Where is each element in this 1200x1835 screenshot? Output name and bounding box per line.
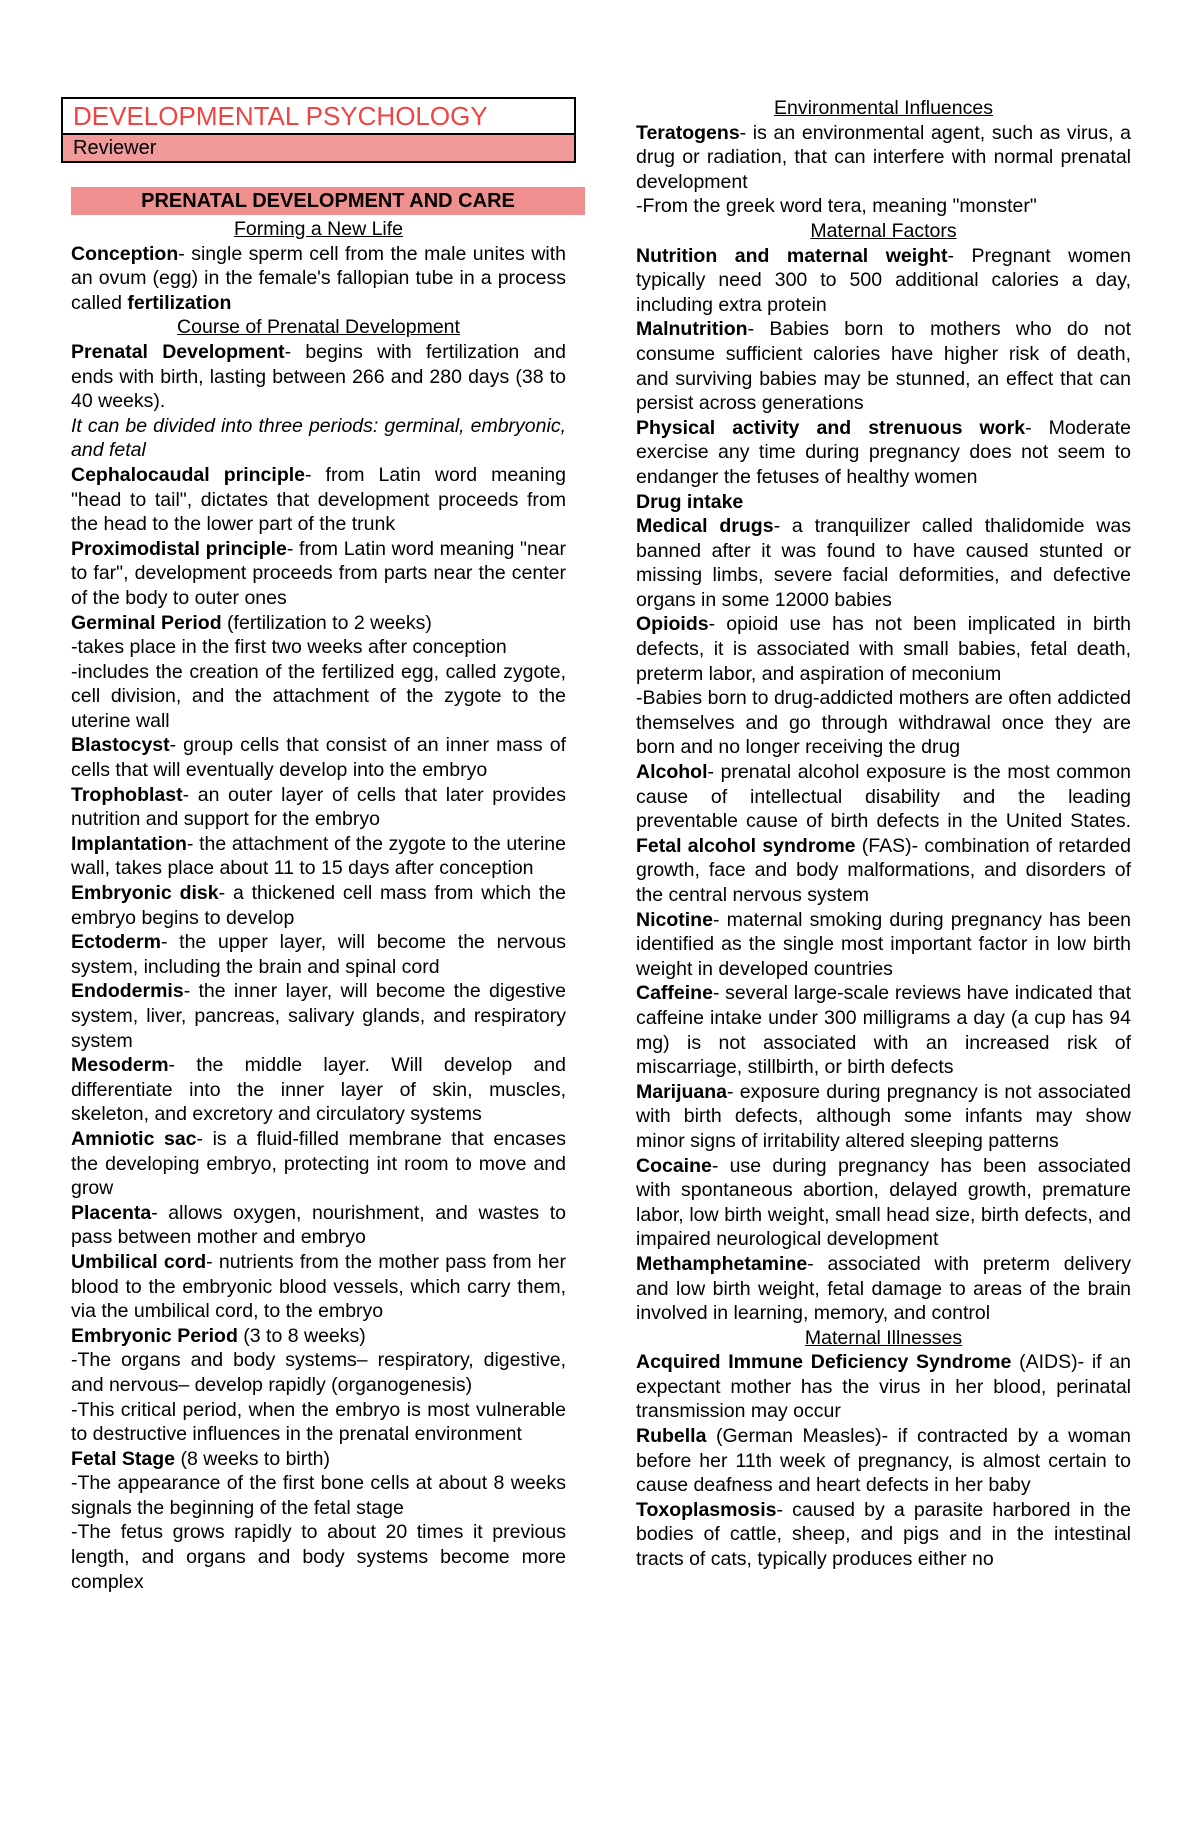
definition-text: (AIDS)- if an expectant mother has the virus in her blood, perinatal transmission may occur — [636, 1351, 1131, 1423]
term: Blastocyst — [71, 734, 170, 757]
term: Methamphetamine — [636, 1252, 808, 1275]
definition — [71, 1127, 566, 1201]
definition-text: (fertilization to 2 weeks) — [221, 611, 432, 634]
definition — [636, 1350, 1131, 1424]
definition-text: - caused by a parasite harbored in the bodies of cattle, sheep, and pigs and in the intestinal tracts of cats, typically produces either no — [636, 1498, 1131, 1571]
definition — [636, 1252, 1131, 1326]
term: Marijuana — [636, 1080, 728, 1103]
definition-text: - nutrients from the mother pass from her blood to the embryonic blood vessels, which carry them, via the umbilical cord, to the embryo — [71, 1250, 566, 1323]
definition — [636, 1080, 1131, 1154]
term: Nicotine — [636, 908, 713, 931]
definition-text: - a tranquilizer called thalidomide was banned after it was found to have caused stunted or missing limbs, severe facial deformities, and defective organs in some 12000 babies — [636, 515, 1131, 611]
term: Rubella — [636, 1425, 707, 1448]
definition-text: - from Latin word meaning "head to tail", dictates that development proceeds from the head to the lower part of the trunk — [71, 463, 566, 536]
definition-text: - begins with fertilization and ends with birth, lasting between 266 and 280 days (38 to 40 weeks). — [71, 340, 567, 413]
definition — [71, 611, 566, 636]
definition — [636, 244, 1131, 318]
left-column — [71, 217, 566, 1594]
term: Placenta — [71, 1201, 152, 1224]
term: Fetal alcohol syndrome — [636, 834, 856, 857]
definition-text: (German Measles)- if contracted by a woman before her 11th week of pregnancy, is almost certain to cause deafness and heart defects in her baby — [636, 1425, 1131, 1497]
definition — [71, 242, 566, 316]
definition — [71, 783, 566, 832]
term: Proximodistal principle — [71, 537, 287, 560]
definition — [71, 1447, 566, 1472]
definition-text: - opioid use has not been implicated in birth defects, it is associated with small babies, fetal death, preterm labor, and aspiration of meconium — [636, 613, 1131, 685]
definition — [71, 979, 566, 1053]
definition-text: - the attachment of the zygote to the uterine wall, takes place about 11 to 15 days after conception — [71, 832, 566, 880]
definition-text: - from Latin word meaning "near to far", development proceeds from parts near the center of the body to outer ones — [71, 537, 566, 609]
definition — [636, 760, 1131, 908]
definition-text: - single sperm cell from the male unites with an ovum (egg) in the female's fallopian tube in a process called — [71, 242, 566, 314]
definition — [71, 881, 566, 930]
term: Opioids — [636, 613, 709, 636]
definition-text: - maternal smoking during pregnancy has been identified as the single most important factor in low birth weight in developed countries — [636, 908, 1131, 980]
subheading: Maternal Factors — [810, 219, 957, 242]
definition-text: - an outer layer of cells that later provides nutrition and support for the embryo — [71, 783, 566, 831]
term: Embryonic disk — [71, 882, 219, 905]
term: Fetal Stage — [71, 1447, 176, 1470]
definition — [71, 463, 566, 537]
definition — [636, 416, 1131, 490]
term: Implantation — [71, 832, 187, 855]
term: Teratogens — [636, 121, 740, 144]
term: Cephalocaudal principle — [71, 463, 305, 486]
definition — [636, 1154, 1131, 1252]
term: Trophoblast — [71, 783, 183, 806]
definition-text: - Pregnant women typically need 300 to 500 additional calories a day, including extra protein — [636, 244, 1131, 316]
term: Umbilical cord — [71, 1250, 207, 1273]
term: Drug intake — [636, 490, 744, 513]
subheading: Maternal Illnesses — [804, 1326, 963, 1349]
definition — [636, 317, 1131, 415]
term: Cocaine — [636, 1154, 712, 1177]
definition — [636, 612, 1131, 686]
definition — [71, 733, 566, 782]
definition-text: - group cells that consist of an inner mass of cells that will eventually develop into the embryo — [71, 734, 566, 782]
definition — [71, 1324, 566, 1349]
bullet-text: -Babies born to drug-addicted mothers are often addicted themselves and go through withdrawal once they are born and no longer receiving the drug — [636, 687, 1131, 759]
term: Alcohol — [636, 761, 708, 784]
bullet-text: -includes the creation of the fertilized egg, called zygote, cell division, and the attachment of the zygote to the uterine wall — [71, 660, 566, 732]
term: Acquired Immune Deficiency Syndrome — [636, 1351, 1012, 1374]
definition — [71, 340, 566, 414]
definition-text: - the inner layer, will become the digestive system, liver, pancreas, salivary glands, and respiratory system — [71, 980, 566, 1052]
definition — [71, 1201, 566, 1250]
term: Conception — [71, 242, 179, 265]
term: Caffeine — [636, 982, 713, 1005]
subheading: Course of Prenatal Development — [177, 316, 460, 339]
definition-text: - use during pregnancy has been associated with spontaneous abortion, delayed growth, premature labor, low birth weight, small head size, birth defects, and impaired neurological development — [636, 1154, 1131, 1251]
definition — [636, 908, 1131, 982]
definition — [636, 1498, 1131, 1572]
definition-text: (FAS)- combination of retarded growth, face and body malformations, and disorders of the central nervous system — [636, 834, 1131, 906]
definition — [71, 1053, 566, 1127]
subheading: Environmental Influences — [774, 97, 993, 119]
document-title: DEVELOPMENTAL PSYCHOLOGY — [61, 97, 576, 133]
definition — [71, 832, 566, 881]
term: Physical activity and strenuous work — [636, 416, 1026, 439]
definition — [636, 121, 1131, 195]
bullet-text: -From the greek word tera, meaning "monster" — [636, 195, 1037, 218]
definition — [636, 514, 1131, 612]
definition-text: - the upper layer, will become the nervous system, including the brain and spinal cord — [71, 931, 566, 978]
bullet-text: -takes place in the first two weeks after conception — [71, 636, 507, 659]
definition-text: - is an environmental agent, such as virus, a drug or radiation, that can interfere with normal prenatal development — [636, 121, 1131, 193]
term: Toxoplasmosis — [636, 1498, 777, 1521]
definition — [71, 537, 566, 611]
definition-text: - several large-scale reviews have indicated that caffeine intake under 300 milligrams a day (a cup has 94 mg) is not associated with an increased risk of miscarriage, stillbirth, or birth defects — [636, 982, 1131, 1079]
section-heading: PRENATAL DEVELOPMENT AND CARE — [71, 187, 585, 215]
term: Prenatal Development — [71, 340, 285, 363]
definition-text: - a thickened cell mass from which the embryo begins to develop — [71, 882, 566, 929]
term: Medical drugs — [636, 515, 774, 538]
term: Nutrition and maternal weight — [636, 244, 948, 267]
definition-text: - the middle layer. Will develop and differentiate into the inner layer of skin, muscles, skeleton, and excretory and circulatory systems — [71, 1054, 566, 1126]
right-column — [636, 96, 1131, 1572]
term: fertilization — [127, 291, 232, 314]
definition-text: - associated with preterm delivery and low birth weight, fetal damage to areas of the brain involved in learning, memory, and control — [636, 1252, 1131, 1325]
definition-text: - exposure during pregnancy is not associated with birth defects, although some infants may show minor signs of irritability altered sleeping patterns — [636, 1080, 1131, 1152]
bullet-text: -The appearance of the first bone cells at about 8 weeks signals the beginning of the fetal stage — [71, 1472, 566, 1519]
definition-text: (3 to 8 weeks) — [237, 1324, 366, 1347]
document-subtitle: Reviewer — [61, 133, 576, 163]
bullet-text: -The fetus grows rapidly to about 20 times it previous length, and organs and body systems become more complex — [71, 1521, 566, 1593]
term: Endodermis — [71, 980, 184, 1003]
term: Amniotic sac — [71, 1127, 197, 1150]
definition-text: - is a fluid-filled membrane that encases the developing embryo, protecting int room to move and grow — [71, 1127, 566, 1200]
definition — [636, 981, 1131, 1079]
definition-text: - Moderate exercise any time during pregnancy does not seem to endanger the fetuses of healthy women — [636, 416, 1132, 488]
definition — [71, 1250, 566, 1324]
term: Embryonic Period — [71, 1324, 238, 1347]
definition-text: - allows oxygen, nourishment, and wastes to pass between mother and embryo — [71, 1201, 566, 1249]
bullet-text: -The organs and body systems– respiratory, digestive, and nervous– develop rapidly (organogenesis) — [71, 1349, 566, 1396]
subheading: Forming a New Life — [233, 218, 404, 240]
bullet-text: -This critical period, when the embryo is most vulnerable to destructive influences in the prenatal environment — [71, 1398, 566, 1446]
note-text: It can be divided into three periods: germinal, embryonic, and fetal — [71, 414, 566, 462]
definition-text: - prenatal alcohol exposure is the most common cause of intellectual disability and the leading preventable cause of birth defects in the United States. — [636, 761, 1131, 833]
term: Ectoderm — [71, 931, 161, 954]
term: Mesoderm — [71, 1054, 169, 1077]
definition-text: (8 weeks to birth) — [175, 1447, 331, 1470]
definition — [71, 930, 566, 979]
term: Malnutrition — [636, 318, 748, 341]
definition — [636, 490, 1131, 515]
title-box — [61, 97, 576, 163]
definition — [636, 1424, 1131, 1498]
definition-text: - Babies born to mothers who do not consume sufficient calories have higher risk of death, and surviving babies may be stunned, an effect that can persist across generations — [636, 318, 1131, 415]
term: Germinal Period — [71, 611, 222, 634]
